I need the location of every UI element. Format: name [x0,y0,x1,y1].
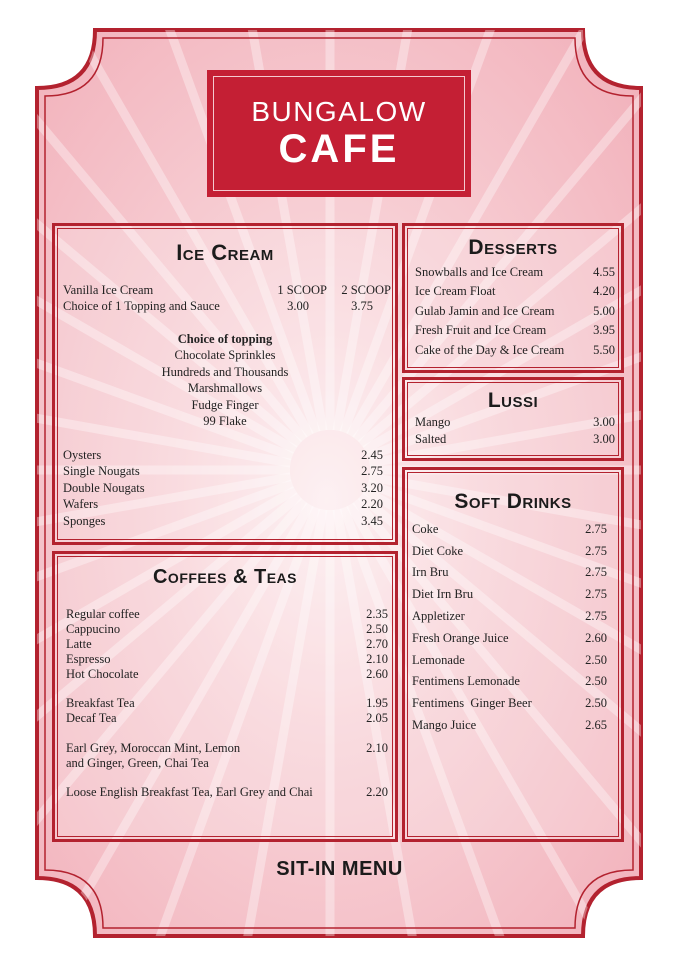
item-price: 2.50 [366,622,388,636]
desserts-heading: Desserts [468,236,558,259]
item-price: 2.50 [585,674,607,688]
item-price: 5.50 [593,343,615,357]
item-price: 3.00 [593,415,615,429]
item-price: 2.45 [361,448,383,462]
item-name: Ice Cream Float [415,284,496,298]
item-price: 2.70 [366,637,388,651]
item-name: Fentimens Ginger Beer [412,696,532,710]
item-price: 2.50 [585,653,607,667]
toppings-heading: Choice of topping [177,332,273,346]
scoop-2-price: 3.75 [351,299,373,313]
item-name: Espresso [66,652,111,666]
item-name: Cake of the Day & Ice Cream [415,343,565,357]
lussi-panel [402,377,624,461]
cafe-title-line2: CAFE [278,127,400,171]
ice-cream-panel [52,223,398,545]
item-price: 2.10 [366,652,388,666]
item-name: Fresh Orange Juice [412,631,509,645]
sit-in-menu-footer: SIT-IN MENU [276,858,403,880]
scoop-1-price: 3.00 [287,299,309,313]
item-price: 4.55 [593,265,615,279]
item-name: Oysters [63,448,102,462]
item-price: 3.20 [361,481,383,495]
item-price: 2.60 [366,667,388,681]
item-name: Appletizer [412,609,465,623]
item-price: 2.75 [585,587,607,601]
item-name: Regular coffee [66,607,140,621]
topping-item: Chocolate Sprinkles [174,348,276,362]
soft-drinks-panel [402,467,624,842]
desserts-panel [402,223,624,373]
item-price: 2.50 [585,696,607,710]
item-price: 5.00 [593,304,615,318]
item-name: Loose English Breakfast Tea, Earl Grey and Chai [66,785,313,799]
item-price: 2.20 [366,785,388,799]
item-name: Cappucino [66,622,121,636]
item-price: 3.00 [593,432,615,446]
item-name: Salted [415,432,447,446]
item-price: 2.75 [585,609,607,623]
item-name: Mango Juice [412,718,477,732]
soft-drinks-heading: Soft Drinks [454,490,572,513]
item-name: Coke [412,522,439,536]
topping-item: Hundreds and Thousands [161,365,289,379]
coffees-teas-heading: Coffees & Teas [152,566,297,588]
item-price: 2.75 [585,565,607,579]
topping-item: Marshmallows [187,381,263,395]
topping-item: 99 Flake [203,414,247,428]
item-name: Double Nougats [63,481,145,495]
scoop-2-label: 2 SCOOP [341,283,391,297]
ice-cream-heading: Ice Cream [176,240,274,265]
item-price: 2.75 [585,544,607,558]
item-name: and Ginger, Green, Chai Tea [66,756,209,770]
item-name: Sponges [63,514,106,528]
item-price: 2.35 [366,607,388,621]
item-name: Gulab Jamin and Ice Cream [415,304,555,318]
item-name: Wafers [63,497,99,511]
item-name: Diet Irn Bru [412,587,474,601]
item-name: Earl Grey, Moroccan Mint, Lemon [66,741,241,755]
item-name: Hot Chocolate [66,667,139,681]
topping-item: Fudge Finger [191,398,259,412]
item-name: Choice of 1 Topping and Sauce [63,299,220,313]
item-price: 2.05 [366,711,388,725]
item-price: 2.75 [585,522,607,536]
item-name: Latte [66,637,92,651]
item-name: Irn Bru [412,565,449,579]
item-name: Diet Coke [412,544,464,558]
item-price: 3.45 [361,514,383,528]
scoop-1-label: 1 SCOOP [277,283,327,297]
coffees-teas-panel [52,551,398,842]
item-price: 3.95 [593,323,615,337]
item-name: Lemonade [412,653,465,667]
item-price: 4.20 [593,284,615,298]
cafe-title-box [207,70,471,197]
item-price: 2.75 [361,464,383,478]
lussi-heading: Lussi [487,389,539,412]
item-price: 2.10 [366,741,388,755]
item-price: 2.60 [585,631,607,645]
item-name: Single Nougats [63,464,140,478]
item-price: 2.65 [585,718,607,732]
item-name: Fentimens Lemonade [412,674,520,688]
cafe-title-line1: BUNGALOW [251,96,427,127]
item-price: 1.95 [366,696,388,710]
item-name: Fresh Fruit and Ice Cream [415,323,547,337]
item-name: Decaf Tea [66,711,117,725]
item-name: Vanilla Ice Cream [63,283,154,297]
item-name: Snowballs and Ice Cream [415,265,544,279]
item-name: Breakfast Tea [66,696,135,710]
item-price: 2.20 [361,497,383,511]
item-name: Mango [415,415,451,429]
